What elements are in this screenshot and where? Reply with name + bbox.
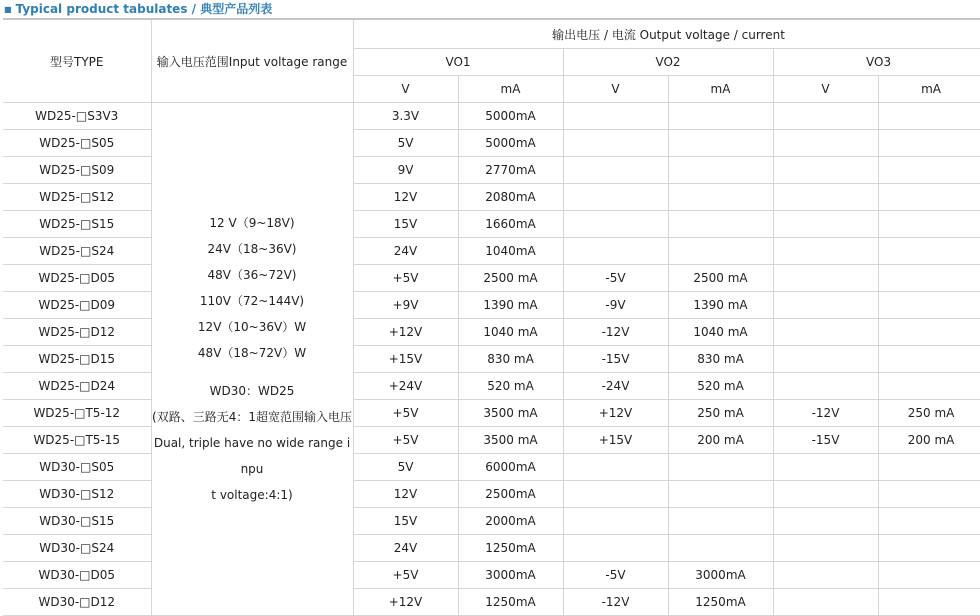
cell-vo3-v (773, 508, 878, 535)
table-row (3, 292, 980, 319)
cell-vo1-v: 5V (353, 454, 458, 481)
cell-vo3-v (773, 373, 878, 400)
section-title-text: Typical product tabulates / 典型产品列表 (15, 2, 273, 16)
cell-vo2-ma: 1250mA (668, 589, 773, 616)
cell-vo3-ma (878, 508, 980, 535)
cell-vo2-ma: 3000mA (668, 562, 773, 589)
cell-model: WD30-□S12 (3, 481, 151, 508)
cell-vo1-ma: 2770mA (458, 157, 563, 184)
cell-vo1-v: +12V (353, 319, 458, 346)
cell-model: WD25-□S09 (3, 157, 151, 184)
cell-vo1-v: +24V (353, 373, 458, 400)
cell-vo2-v (563, 481, 668, 508)
cell-vo3-v (773, 454, 878, 481)
cell-vo2-ma: 2500 mA (668, 265, 773, 292)
header-vo2: VO2 (563, 49, 773, 76)
header-type: 型号TYPE (3, 19, 151, 103)
cell-vo1-ma: 3500 mA (458, 400, 563, 427)
product-table (3, 18, 980, 616)
table-row (3, 211, 980, 238)
table-row (3, 130, 980, 157)
cell-vo2-v (563, 508, 668, 535)
cell-vo2-ma (668, 481, 773, 508)
cell-vo3-v (773, 265, 878, 292)
cell-vo2-v (563, 454, 668, 481)
header-output: 输出电压 / 电流 Output voltage / current (353, 19, 980, 49)
cell-vo2-v: -24V (563, 373, 668, 400)
table-row (3, 103, 980, 130)
cell-vo2-ma: 250 mA (668, 400, 773, 427)
table-row (3, 157, 980, 184)
cell-vo2-v (563, 211, 668, 238)
cell-vo1-v: +12V (353, 589, 458, 616)
cell-vo2-v: +15V (563, 427, 668, 454)
input-range-line: 110V（72~144V) (199, 294, 305, 308)
cell-vo3-ma (878, 103, 980, 130)
cell-vo3-ma: 250 mA (878, 400, 980, 427)
cell-model: WD30-□D05 (3, 562, 151, 589)
cell-model: WD25-□S05 (3, 130, 151, 157)
cell-model: WD25-□S12 (3, 184, 151, 211)
input-range-line: 12 V（9~18V) (209, 216, 295, 230)
cell-model: WD25-□D24 (3, 373, 151, 400)
input-range-line: 48V（18~72V）W (197, 346, 307, 360)
cell-vo3-v (773, 481, 878, 508)
header-vo2-v: V (563, 76, 668, 103)
header-vo1: VO1 (353, 49, 563, 76)
table-row (3, 346, 980, 373)
cell-model: WD25-□T5-15 (3, 427, 151, 454)
cell-vo2-ma (668, 184, 773, 211)
cell-vo1-v: 12V (353, 481, 458, 508)
cell-vo2-ma: 830 mA (668, 346, 773, 373)
cell-vo2-v (563, 103, 668, 130)
cell-vo1-v: +5V (353, 400, 458, 427)
cell-vo2-ma: 1390 mA (668, 292, 773, 319)
cell-vo3-v (773, 184, 878, 211)
cell-vo3-v (773, 103, 878, 130)
table-row (3, 508, 980, 535)
cell-vo2-ma: 1040 mA (668, 319, 773, 346)
cell-vo3-v: -12V (773, 400, 878, 427)
input-range-cell (151, 103, 353, 616)
cell-vo2-v: -5V (563, 265, 668, 292)
cell-vo1-ma: 1040 mA (458, 319, 563, 346)
header-vo3-v: V (773, 76, 878, 103)
header-vo3: VO3 (773, 49, 980, 76)
input-range-line: 24V（18~36V) (207, 242, 297, 256)
cell-vo1-ma: 830 mA (458, 346, 563, 373)
cell-vo3-ma: 200 mA (878, 427, 980, 454)
cell-model: WD25-□S24 (3, 238, 151, 265)
cell-vo1-v: 5V (353, 130, 458, 157)
cell-vo2-ma (668, 130, 773, 157)
cell-vo1-ma: 5000mA (458, 103, 563, 130)
cell-model: WD25-□D15 (3, 346, 151, 373)
cell-vo2-ma (668, 454, 773, 481)
cell-vo2-ma (668, 211, 773, 238)
cell-vo3-ma (878, 265, 980, 292)
input-range-note: Dual, triple have no wide range inpu (153, 436, 351, 476)
table-row (3, 265, 980, 292)
cell-vo3-ma (878, 481, 980, 508)
cell-vo3-ma (878, 373, 980, 400)
table-row (3, 184, 980, 211)
cell-vo3-v (773, 562, 878, 589)
cell-vo1-v: 24V (353, 535, 458, 562)
cell-vo2-v (563, 130, 668, 157)
cell-model: WD25-□D05 (3, 265, 151, 292)
cell-vo1-ma: 1390 mA (458, 292, 563, 319)
cell-vo3-ma (878, 346, 980, 373)
cell-vo2-ma (668, 508, 773, 535)
cell-vo2-v: -12V (563, 589, 668, 616)
header-vo2-ma: mA (668, 76, 773, 103)
cell-vo1-v: 15V (353, 211, 458, 238)
cell-vo2-v: -5V (563, 562, 668, 589)
cell-vo1-v: +5V (353, 265, 458, 292)
input-range-line: 48V（36~72V) (207, 268, 297, 282)
cell-vo1-ma: 5000mA (458, 130, 563, 157)
input-range-note: WD30：WD25 (209, 384, 295, 398)
header-input-range: 输入电压范围Input voltage range (151, 19, 353, 103)
cell-vo2-ma: 520 mA (668, 373, 773, 400)
cell-vo2-v: +12V (563, 400, 668, 427)
cell-vo2-v (563, 238, 668, 265)
table-row (3, 454, 980, 481)
table-row (3, 373, 980, 400)
cell-vo1-ma: 6000mA (458, 454, 563, 481)
cell-vo1-ma: 2000mA (458, 508, 563, 535)
header-vo1-ma: mA (458, 76, 563, 103)
cell-model: WD30-□S05 (3, 454, 151, 481)
cell-vo1-v: 3.3V (353, 103, 458, 130)
cell-vo2-v (563, 535, 668, 562)
cell-vo3-v: -15V (773, 427, 878, 454)
table-row (3, 427, 980, 454)
cell-vo3-v (773, 211, 878, 238)
cell-vo1-ma: 3500 mA (458, 427, 563, 454)
cell-vo2-ma (668, 157, 773, 184)
table-row (3, 481, 980, 508)
cell-vo1-v: 24V (353, 238, 458, 265)
cell-vo3-v (773, 346, 878, 373)
cell-vo1-ma: 1040mA (458, 238, 563, 265)
square-bullet-icon: ■ (4, 5, 12, 14)
cell-vo1-ma: 1660mA (458, 211, 563, 238)
cell-model: WD25-□T5-12 (3, 400, 151, 427)
cell-vo1-v: 12V (353, 184, 458, 211)
cell-vo3-v (773, 535, 878, 562)
cell-vo3-v (773, 589, 878, 616)
cell-vo2-v: -12V (563, 319, 668, 346)
cell-model: WD25-□D12 (3, 319, 151, 346)
cell-vo2-v (563, 184, 668, 211)
spacer (152, 366, 353, 378)
cell-vo3-v (773, 238, 878, 265)
cell-vo3-ma (878, 535, 980, 562)
cell-model: WD25-□S15 (3, 211, 151, 238)
cell-vo1-v: +5V (353, 562, 458, 589)
input-range-note: t voltage:4:1) (211, 488, 293, 502)
cell-model: WD30-□S15 (3, 508, 151, 535)
cell-vo1-ma: 3000mA (458, 562, 563, 589)
cell-vo1-ma: 2500 mA (458, 265, 563, 292)
section-title (0, 0, 980, 18)
cell-vo1-v: +5V (353, 427, 458, 454)
cell-vo2-ma: 200 mA (668, 427, 773, 454)
cell-vo3-ma (878, 562, 980, 589)
table-row (3, 238, 980, 265)
cell-vo2-v (563, 157, 668, 184)
cell-vo3-v (773, 130, 878, 157)
table-row (3, 562, 980, 589)
cell-vo1-v: +15V (353, 346, 458, 373)
cell-vo1-ma: 1250mA (458, 535, 563, 562)
cell-vo1-v: 15V (353, 508, 458, 535)
cell-vo3-v (773, 157, 878, 184)
cell-vo3-v (773, 319, 878, 346)
cell-vo3-ma (878, 589, 980, 616)
cell-vo3-ma (878, 211, 980, 238)
table-row (3, 400, 980, 427)
cell-model: WD25-□S3V3 (3, 103, 151, 130)
cell-vo3-ma (878, 184, 980, 211)
input-range-note: (双路、三路无4：1超宽范围输入电压 (152, 410, 352, 424)
cell-model: WD30-□D12 (3, 589, 151, 616)
cell-model: WD30-□S24 (3, 535, 151, 562)
cell-vo3-ma (878, 238, 980, 265)
cell-vo3-ma (878, 130, 980, 157)
cell-vo3-ma (878, 292, 980, 319)
cell-vo2-v: -15V (563, 346, 668, 373)
table-row (3, 535, 980, 562)
cell-vo1-ma: 2080mA (458, 184, 563, 211)
cell-vo1-v: +9V (353, 292, 458, 319)
header-vo3-ma: mA (878, 76, 980, 103)
cell-vo3-ma (878, 157, 980, 184)
cell-vo3-ma (878, 319, 980, 346)
table-row (3, 319, 980, 346)
input-range-line: 12V（10~36V）W (197, 320, 307, 334)
cell-vo1-ma: 2500mA (458, 481, 563, 508)
cell-vo3-v (773, 292, 878, 319)
cell-vo1-ma: 1250mA (458, 589, 563, 616)
cell-vo1-ma: 520 mA (458, 373, 563, 400)
header-vo1-v: V (353, 76, 458, 103)
cell-vo3-ma (878, 454, 980, 481)
cell-vo1-v: 9V (353, 157, 458, 184)
cell-vo2-ma (668, 535, 773, 562)
cell-vo2-ma (668, 103, 773, 130)
table-row (3, 589, 980, 616)
cell-vo2-ma (668, 238, 773, 265)
cell-vo2-v: -9V (563, 292, 668, 319)
cell-model: WD25-□D09 (3, 292, 151, 319)
